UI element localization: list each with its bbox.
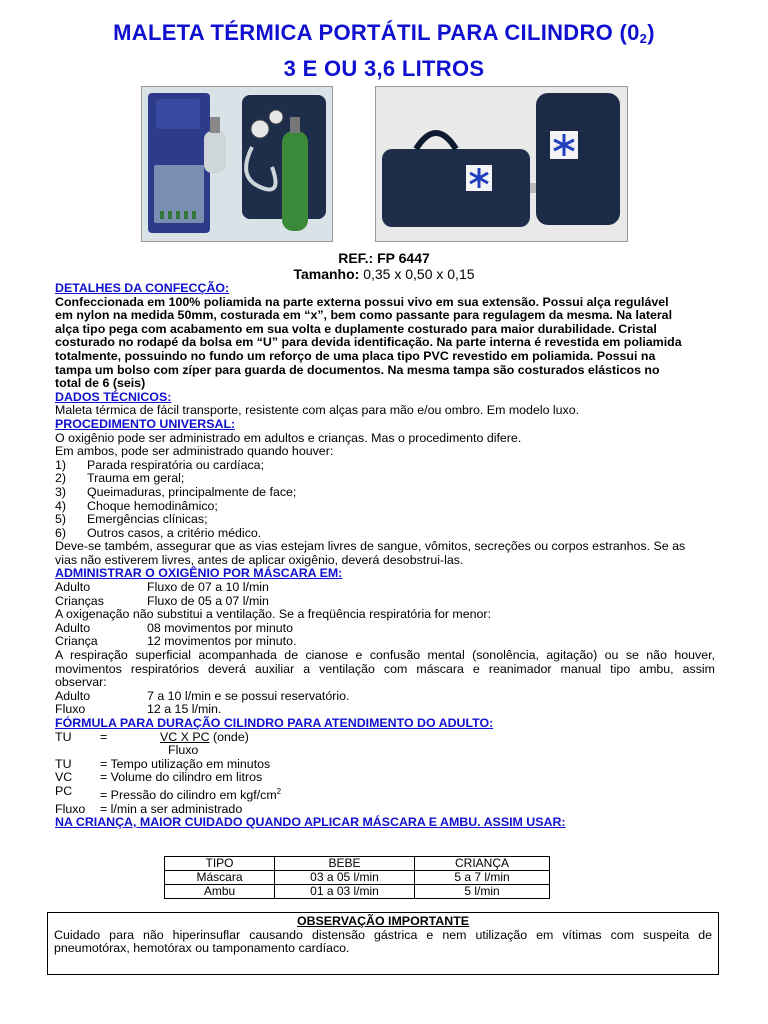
list-item: 5) Emergências clínicas; — [55, 512, 208, 527]
respiracao-text: A respiração superficial acompanhada de cianose e confusão mental (sonolência, agitação) ou se não houver, movimentos respiratórios deverá auxiliar a ventilação com máscara e reanimador manual tipo ambu, assim observar: — [55, 648, 715, 690]
flow-row: Adulto Fluxo de 07 a 10 l/min — [55, 580, 269, 595]
obs-row: Fluxo 12 a 15 l/min. — [55, 702, 222, 717]
formula-line: TU = VC X PC (onde) — [55, 729, 249, 744]
page-title: MALETA TÉRMICA PORTÁTIL PARA CILINDRO $(0_2)$ 3 E OU 3,6 LITROS — [113, 20, 655, 81]
flow-row: Crianças Fluxo de 05 a 07 l/min — [55, 593, 269, 608]
list-item: 6) Outros casos, a critério médico. — [55, 525, 262, 540]
heading-formula: FÓRMULA PARA DURAÇÃO CILINDRO PARA ATENDIMENTO DO ADULTO: — [55, 716, 494, 730]
list-item: 2) Trauma em geral; — [55, 471, 185, 486]
table-row: Ambu 01 a 03 l/min 5 l/min — [165, 885, 550, 899]
heading-dados: DADOS TÉCNICOS: — [55, 389, 172, 404]
vent-row: Adulto 08 movimentos por minuto — [55, 620, 294, 635]
observation-box — [47, 912, 719, 975]
heading-procedimento: PROCEDIMENTO UNIVERSAL: — [55, 416, 236, 431]
heading-crianca: NA CRIANÇA, MAIOR CUIDADO QUANDO APLICAR MÁSCARA E AMBU. ASSIM USAR: — [55, 815, 566, 830]
product-photo-open-bag — [141, 86, 333, 242]
dados-text: Maleta térmica de fácil transporte, resistente com alças para mão e/ou ombro. Em modelo luxo. — [55, 403, 580, 418]
heading-mascara: ADMINISTRAR O OXIGÊNIO POR MÁSCARA EM: — [55, 566, 343, 581]
product-size: Tamanho: 0,35 x 0,50 x 0,15 — [293, 266, 475, 282]
vent-row: Criança 12 movimentos por minuto. — [55, 634, 297, 649]
open-bag-illustration — [142, 87, 332, 241]
observation-text: Cuidado para não hiperinsuflar causando distensão gástrica e nem utilização em vítimas com suspeita de pneumotórax, hemotórax ou tamponamento cardíaco. — [54, 927, 712, 956]
product-ref: REF.: FP 6447 — [338, 250, 430, 266]
observation-title: OBSERVAÇÃO IMPORTANTE — [296, 914, 470, 928]
closed-bags-illustration — [376, 87, 627, 241]
content-body: DETALHES DA CONFECÇÃO: Confeccionada em 100% poliamida na parte externa possui vivo em sua extensão. Possui alça regulável em nylon na medida 50mm, costurada em “x”, bem como passante para regulagem da mesma. Na lateral alça tipo pega com acabamento em sua volta e duplamente costurado para maior durabilidade. Cristal costurado no rodapé da bolsa em “U” para devida identificação. Na parte interna é revestida em poliamida totalmente, possuindo no fundo um reforço de uma placa tipo PVC revestido em poliamida. Possui na tampa um bolso com zíper para guarda de documentos. Na mesma tampa são costurados elásticos no total de 6 (seis) DADOS TÉCNICOS: Maleta térmica de fácil transporte, resistente com alças para mão e/ou ombro. Em modelo luxo. PROCEDIMENTO UNIVERSAL: O oxigênio pode ser administrado em adultos e crianças. Mas o procedimento difere. Em ambos, pode ser administrado quando houver: 1) Parada respiratória ou cardíaca; 2) Trauma em geral; 3) Queimaduras, principalmente de face; 4) Choque hemodinâmico; 5) Emergências clínicas; 6) Outros casos, a critério médico. Deve-se também, assegurar que as vias estejam livres de sangue, vômitos, secreções ou corpos estranhos. Se as vias não estiverem livres, antes de aplicar oxigênio, deverá desobstrui-las. ADMINISTRAR O OXIGÊNIO POR MÁSCARA EM: Adulto Fluxo de 07 a 10 l/min Crianças Fluxo de 05 a 07 l/min A oxigenação não substitui a ventilação. Se a freqüência respiratória for menor: Adulto 08 movimentos por minuto Criança 12 movimentos por minuto. A respiração superficial acompanhada de cianose e confusão mental (sonolência, agitação) ou se não houver, movimentos respiratórios deverá auxiliar a ventilação com máscara e reanimador manual tipo ambu, assim observar: Adulto 7 a 10 l/min e se possui reservatório. Fluxo 12 a 15 l/min. FÓRMULA PARA DURAÇÃO CILINDRO PARA ATENDIMENTO DO ADULTO: TU = VC X PC (onde) Fluxo TU = Tempo utilização em minutos VC = Volume do cilindro em litros PC = Pressão do cilindro em kgf/$cm^2$ Fluxo = l/min a ser administrado NA CRIANÇA, MAIOR CUIDADO QUANDO APLICAR MÁSCARA E AMBU. ASSIM USAR: — [55, 281, 715, 830]
dosage-table — [164, 856, 550, 899]
product-photo-closed-bags — [375, 86, 628, 242]
table-row: Máscara 03 a 05 l/min 5 a 7 l/min — [165, 871, 550, 885]
formula-def: PC = Pressão do cilindro em kgf/$cm^2$ — [55, 783, 282, 803]
heading-detalhes: DETALHES DA CONFECÇÃO: — [55, 281, 230, 295]
formula-def: TU = Tempo utilização em minutos — [55, 756, 271, 771]
formula-def: VC = Volume do cilindro em litros — [55, 770, 263, 785]
list-item: 4) Choque hemodinâmico; — [55, 498, 218, 513]
detalhes-text: Confeccionada em 100% poliamida na parte externa possui vivo em sua extensão. Possui alça regulável em nylon na medida 50mm, costurada em “x”, bem como passante para regulagem da mesma. Na lateral alça tipo pega com acabamento em sua volta e duplamente costurado para maior durabilidade. Cristal costurado no rodapé da bolsa em “U” para devida identificação. Na parte interna é revestida em poliamida totalmente, possuindo no fundo um reforço de uma placa tipo PVC revestido em poliamida. Possui na tampa um bolso com zíper para guarda de documentos. Na mesma tampa são costurados elásticos no total de 6 (seis) — [55, 294, 682, 391]
obs-row: Adulto 7 a 10 l/min e se possui reservatório. — [55, 688, 350, 703]
formula-denominator: Fluxo — [168, 743, 199, 758]
list-item: 3) Queimaduras, principalmente de face; — [55, 484, 297, 499]
formula-def: Fluxo = l/min a ser administrado — [55, 801, 243, 816]
table-header-row: TIPO BEBE CRIANÇA — [165, 857, 550, 871]
list-item: 1) Parada respiratória ou cardíaca; — [55, 457, 265, 472]
